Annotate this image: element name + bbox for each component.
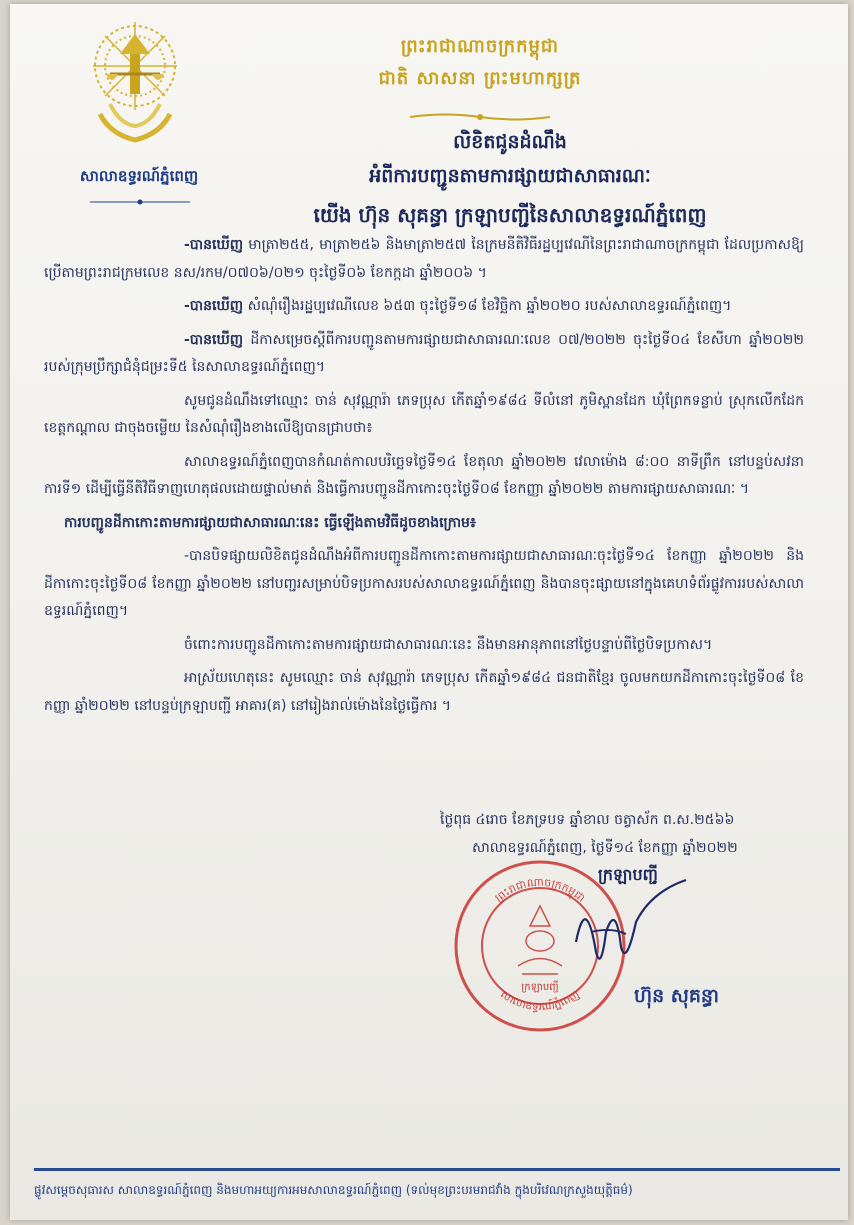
document-title: លិខិតជូនដំណឹង <box>453 131 567 153</box>
paragraph: សាលាឧទ្ធរណ៍ភ្នំពេញបានកំណត់កាលបរិច្ឆេទថ្ងៃទី១៤ ខែតុលា ឆ្នាំ២០២២ វេលាម៉ោង ៨:០០ នាទីព្រឹក នៅបន្ទប់សវនាការទី១ ដើម្បីធ្វើនីតិវិធីទាញហេតុផលដោយផ្ទាល់មាត់ និងធ្វើការបញ្ជូនដីកាកោះចុះថ្ងៃទី០៨ ខែកញ្ញា ឆ្នាំ២០២២ តាមការផ្សាយសាធារណៈ ។ <box>44 453 804 497</box>
motto-ornament <box>410 112 550 122</box>
court-name-left: សាលាឧទ្ធរណ៍ភ្នំពេញ <box>79 167 199 185</box>
handwritten-signature-icon <box>566 872 696 982</box>
signer-name: ហ៊ុន សុគន្ធា <box>634 985 720 1007</box>
document-page <box>10 4 848 1220</box>
footer-address: ផ្លូវសម្តេចសុធារស សាលាឧទ្ធរណ៍ភ្នំពេញ និងមហាអយ្យការអមសាលាឧទ្ធរណ៍ភ្នំពេញ (ទល់មុខព្រះបរមរាជវាំង ក្នុងបរិវេណក្រសួងយុត្តិធម៌) <box>34 1183 633 1197</box>
court-emblem-icon <box>80 14 190 154</box>
svg-text:សាលាឧទ្ធរណ៍ភ្នំពេញ: សាលាឧទ្ធរណ៍ភ្នំពេញ <box>498 987 582 1014</box>
lunar-date: ថ្ងៃពុធ ៤រោច ខែភទ្របទ ឆ្នាំខាល ចត្វាស័ក ព.ស.២៥៦៦ <box>440 812 735 828</box>
paragraph: -បានឃើញ មាត្រា២៥៥, មាត្រា២៥៦ និងមាត្រា២៥៧ នៃក្រមនីតិវិធីរដ្ឋប្បវេណីនៃព្រះរាជាណាចក្រកម្ពុជា ដែលប្រកាសឱ្យប្រើតាមព្រះរាជក្រមលេខ នស/រកម/០៧០៦/០២១ ចុះថ្ងៃទី០៦ ខែកក្កដា ឆ្នាំ២០០៦ ។ <box>44 237 804 281</box>
svg-text:ក្រឡាបញ្ជី: ក្រឡាបញ្ជី <box>521 982 559 993</box>
notice-body <box>44 232 804 726</box>
svg-text:ព្រះរាជាណាចក្រកម្ពុជា: ព្រះរាជាណាចក្រកម្ពុជា <box>492 875 588 905</box>
paragraph: -បានឃើញ ដីកាសម្រេចស្តីពីការបញ្ជូនតាមការផ្សាយជាសាធារណៈលេខ ០៧/២០២២ ចុះថ្ងៃទី០៤ ខែសីហា ឆ្នាំ២០២២ របស់ក្រុមប្រឹក្សាជំនុំជម្រះទី៥ នៃសាលាឧទ្ធរណ៍ភ្នំពេញ។ <box>44 331 804 375</box>
paragraph: អាស្រ័យហេតុនេះ សូមឈ្មោះ ចាន់ សុវណ្ណារ៉ា ភេទប្រុស កើតឆ្នាំ១៩៨៤ ជនជាតិខ្មែរ ចូលមកយកដីកាកោះចុះថ្ងៃទី០៨ ខែកញ្ញា ឆ្នាំ២០២២ នៅបន្ទប់ក្រឡាបញ្ជី អាគារ(គ) នៅរៀងរាល់ម៉ោងនៃថ្ងៃធ្វើការ ។ <box>44 670 804 714</box>
paragraph: ចំពោះការបញ្ជូនដីកាកោះតាមការផ្សាយជាសាធារណៈនេះ នឹងមានអានុភាពនៅថ្ងៃបន្ទាប់ពីថ្ងៃបិទប្រកាស។ <box>184 636 713 653</box>
paragraph: ការបញ្ជូនដីកាកោះតាមការផ្សាយជាសាធារណៈនេះ ធ្វើឡើងតាមវិធីដូចខាងក្រោម៖ <box>64 514 477 531</box>
place-date: សាលាឧទ្ធរណ៍ភ្នំពេញ, ថ្ងៃទី១៤ ខែកញ្ញា ឆ្នាំ២០២២ <box>472 840 738 856</box>
ornament-divider <box>90 199 190 205</box>
footer-divider <box>34 1168 840 1171</box>
signer-title: ក្រឡាបញ្ជី <box>598 865 658 884</box>
document-subtitle: អំពីការបញ្ជូនតាមការផ្សាយជាសាធារណៈ <box>369 165 651 187</box>
kingdom-motto: ព្រះរាជាណាចក្រកម្ពុជា <box>400 36 560 57</box>
issuer-line: យើង ហ៊ុន សុគន្ធា ក្រឡាបញ្ជីនៃសាលាឧទ្ធរណ៍ភ្នំពេញ <box>313 203 707 227</box>
paragraph: -បានបិទផ្សាយលិខិតជូនដំណឹងអំពីការបញ្ជូនដីកាកោះតាមការផ្សាយជាសាធារណៈចុះថ្ងៃទី១៤ ខែកញ្ញា ឆ្នាំ២០២២ និងដីកាកោះចុះថ្ងៃទី០៨ ខែកញ្ញា ឆ្នាំ២០២២ នៅបញ្ជរសម្រាប់បិទប្រកាសរបស់សាលាឧទ្ធរណ៍ភ្នំពេញ និងបានចុះផ្សាយនៅក្នុងគេហទំព័រផ្លូវការរបស់សាលាឧទ្ធរណ៍ភ្នំពេញ។ <box>44 548 804 619</box>
paragraph: -បានឃើញ សំណុំរឿងរដ្ឋប្បវេណីលេខ ៦៥៣ ចុះថ្ងៃទី១៨ ខែវិច្ឆិកា ឆ្នាំ២០២០ របស់សាលាឧទ្ធរណ៍ភ្នំពេញ។ <box>184 298 732 314</box>
national-motto: ជាតិ សាសនា ព្រះមហាក្សត្រ <box>378 68 582 89</box>
paragraph: សូមជូនដំណឹងទៅឈ្មោះ ចាន់ សុវណ្ណារ៉ា ភេទប្រុស កើតឆ្នាំ១៩៨៤ ទីលំនៅ ភូមិស្ពានដែក ឃុំព្រែកទន្លាប់ ស្រុកលើកដែក ខេត្តកណ្តាល ជាចុងចម្លើយ នៃសំណុំរឿងខាងលើឱ្យបានជ្រាបថា៖ <box>44 392 804 436</box>
